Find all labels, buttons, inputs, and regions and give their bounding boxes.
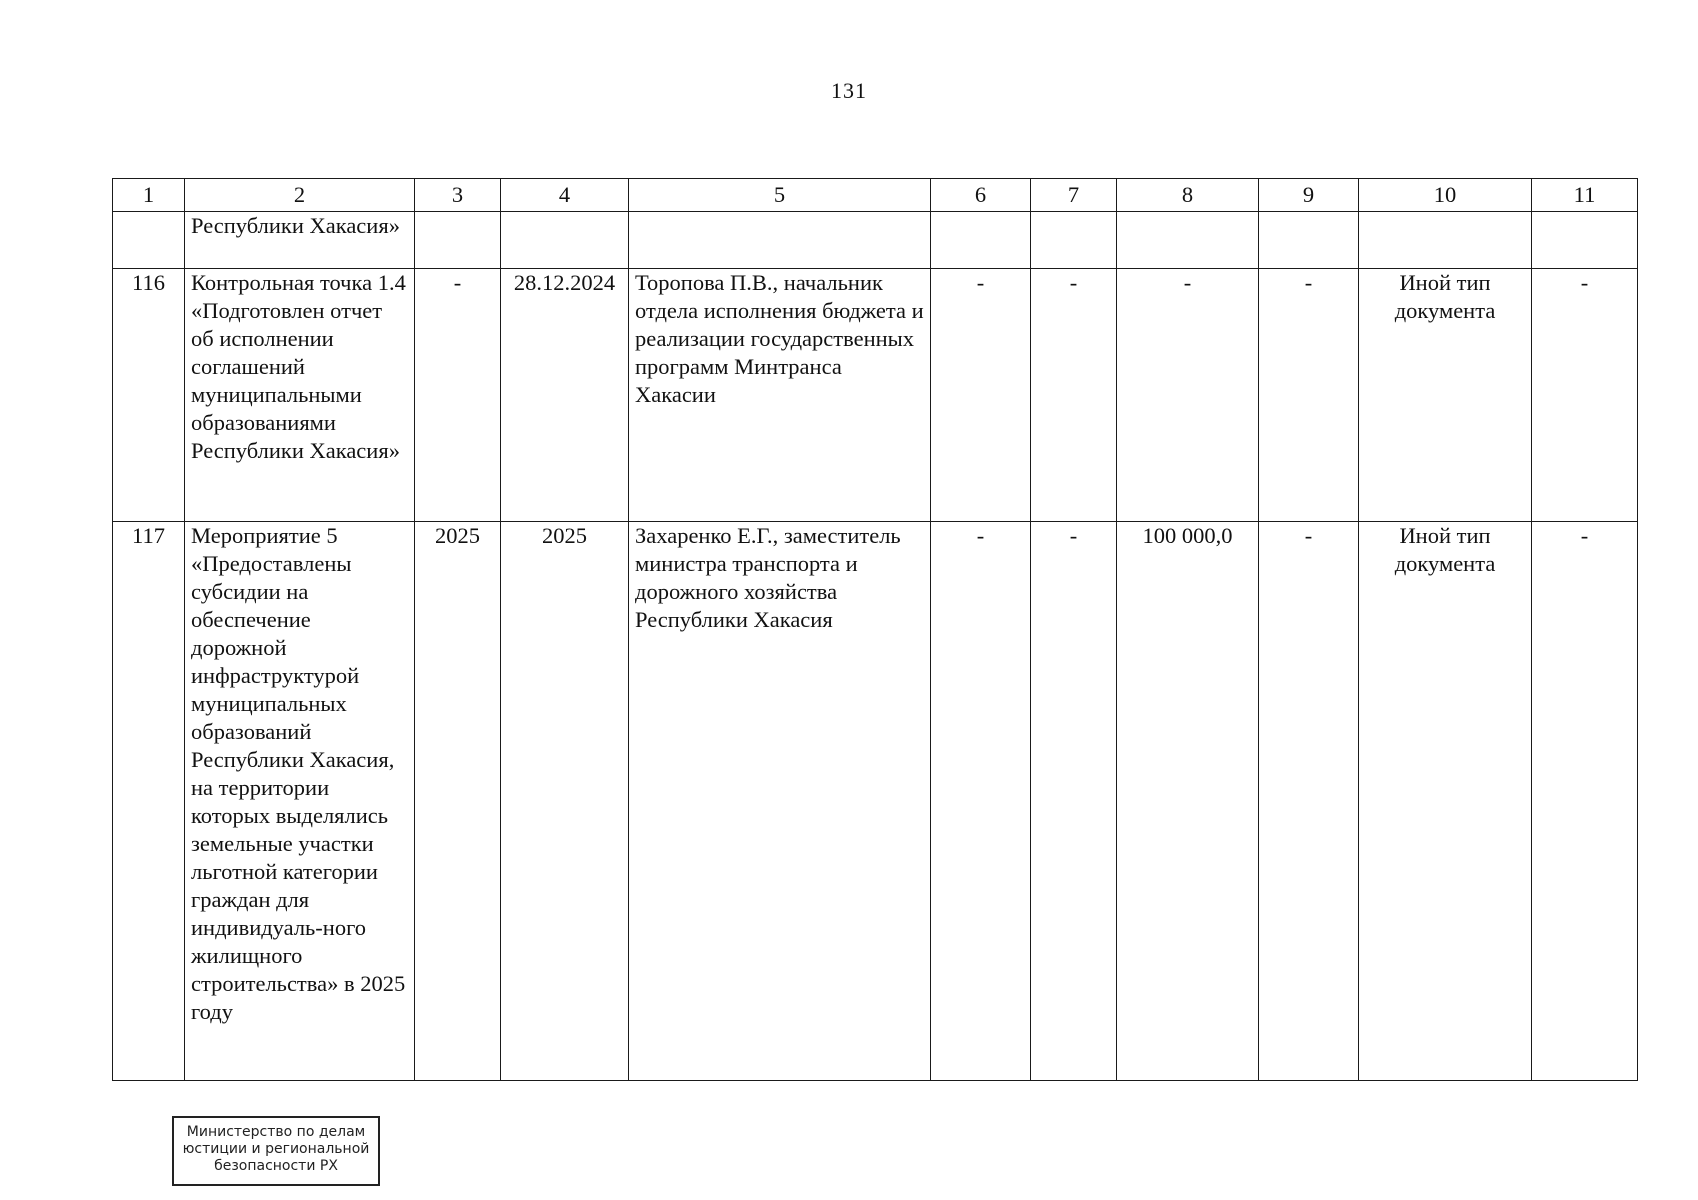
table-row-116 [113,269,1638,522]
cell-col6: - [931,269,1031,522]
cell-name: Контрольная точка 1.4 «Подготовлен отчет об исполнении соглашений муниципальными образованиями Республики Хакасия» [185,269,415,522]
cell-responsible [629,212,931,269]
header-cell-11: 11 [1532,179,1638,212]
ministry-stamp [172,1116,380,1186]
table-row-continuation [113,212,1638,269]
header-cell-7: 7 [1031,179,1117,212]
table-row-117 [113,522,1638,1081]
header-row [113,179,1638,212]
header-cell-9: 9 [1259,179,1359,212]
cell-col8 [1117,212,1259,269]
header-cell-1: 1 [113,179,185,212]
cell-end: 2025 [501,522,629,1081]
cell-col8: - [1117,269,1259,522]
page-number: 131 [831,78,867,103]
header-cell-8: 8 [1117,179,1259,212]
cell-col11: - [1532,269,1638,522]
stamp-line-2: юстиции и региональной [182,1141,370,1157]
stamp-line-1: Министерство по делам [186,1124,366,1140]
cell-name: Республики Хакасия» [185,212,415,269]
header-cell-3: 3 [415,179,501,212]
cell-start: - [415,269,501,522]
cell-end: 28.12.2024 [501,269,629,522]
cell-end [501,212,629,269]
header-cell-2: 2 [185,179,415,212]
header-cell-4: 4 [501,179,629,212]
cell-col11 [1532,212,1638,269]
cell-responsible: Торопова П.В., начальник отдела исполнения бюджета и реализации государственных программ Минтранса Хакасии [629,269,931,522]
cell-col7 [1031,212,1117,269]
cell-start [415,212,501,269]
cell-col8: 100 000,0 [1117,522,1259,1081]
cell-col11: - [1532,522,1638,1081]
header-cell-6: 6 [931,179,1031,212]
cell-col9 [1259,212,1359,269]
cell-col7: - [1031,269,1117,522]
cell-number [113,212,185,269]
cell-number: 117 [113,522,185,1081]
cell-responsible: Захаренко Е.Г., заместитель министра транспорта и дорожного хозяйства Республики Хакасия [629,522,931,1081]
cell-col9: - [1259,269,1359,522]
cell-doc-type: Иной тип документа [1359,269,1532,522]
stamp-line-3: безопасности РХ [214,1158,338,1174]
cell-doc-type: Иной тип документа [1359,522,1532,1081]
document-table [112,178,1638,1081]
cell-col7: - [1031,522,1117,1081]
cell-start: 2025 [415,522,501,1081]
header-cell-10: 10 [1359,179,1532,212]
cell-doc-type [1359,212,1532,269]
cell-col6 [931,212,1031,269]
cell-col6: - [931,522,1031,1081]
cell-name: Мероприятие 5 «Предоставлены субсидии на обеспечение дорожной инфраструктурой муниципальных образований Республики Хакасия, на территории которых выделялись земельные участки льготной категории граждан для индивидуаль-ного жилищного строительства» в 2025 году [185,522,415,1081]
cell-number: 116 [113,269,185,522]
cell-col9: - [1259,522,1359,1081]
header-cell-5: 5 [629,179,931,212]
